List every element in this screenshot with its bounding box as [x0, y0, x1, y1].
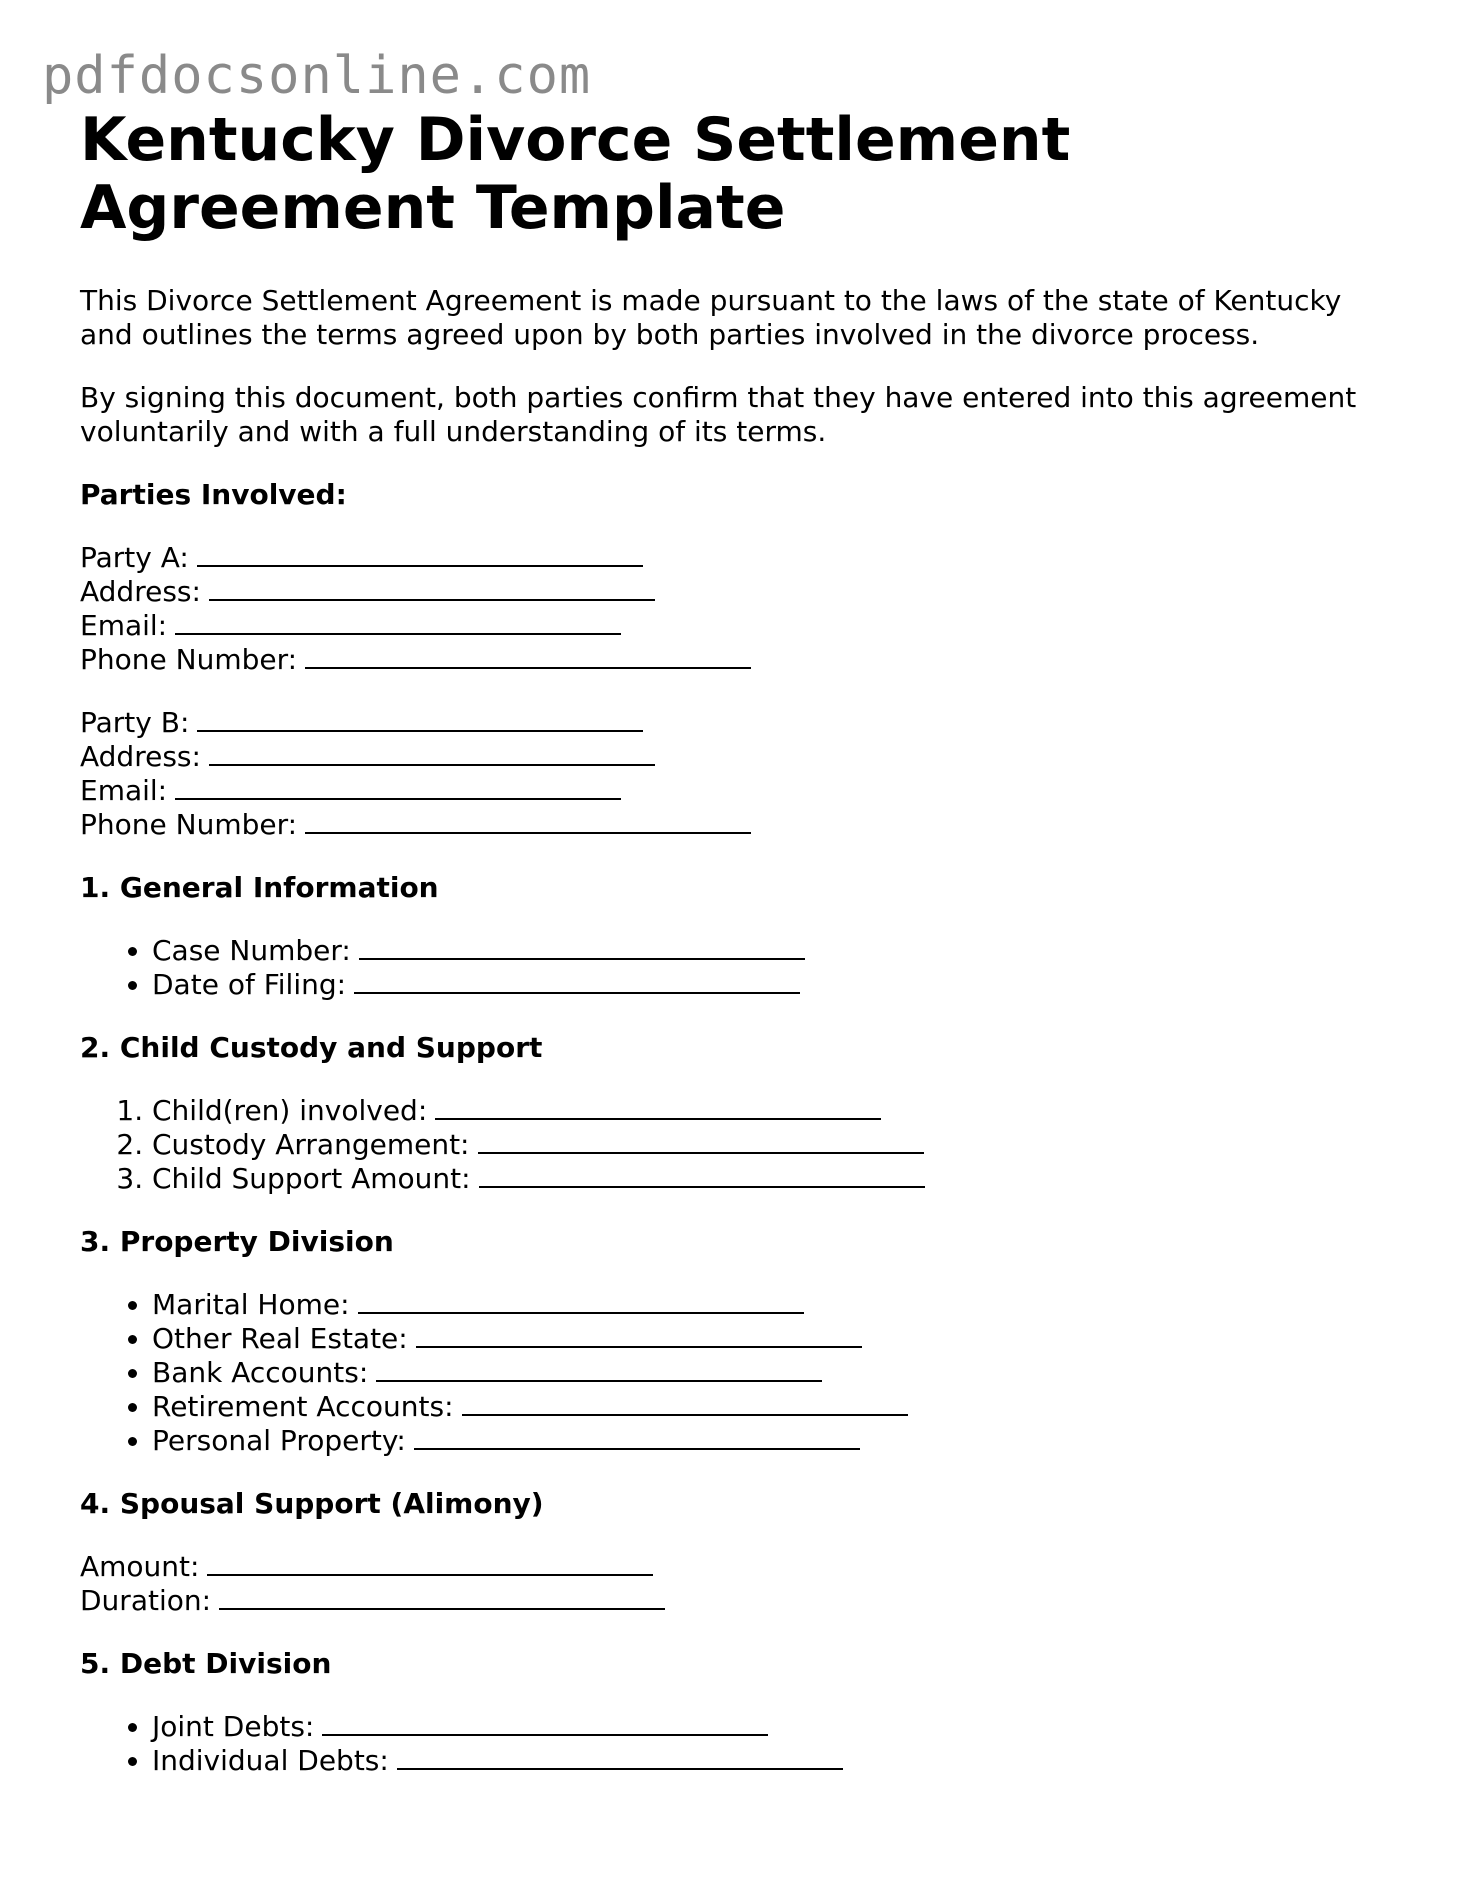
list-item	[152, 1288, 1400, 1322]
field-label: Email:	[80, 609, 168, 642]
blank-line[interactable]	[175, 774, 621, 800]
blank-line[interactable]	[358, 1288, 804, 1314]
section-1-heading: 1. General Information	[80, 871, 439, 904]
list-item	[152, 1128, 1400, 1162]
field-label: Duration:	[80, 1584, 212, 1617]
section-2-heading: 2. Child Custody and Support	[80, 1031, 543, 1064]
blank-line[interactable]	[479, 1162, 925, 1188]
list-item	[152, 1424, 1400, 1458]
section-1-list	[80, 934, 1400, 1002]
page-title	[80, 106, 1400, 242]
blank-line[interactable]	[416, 1322, 862, 1348]
list-item	[152, 1710, 1400, 1744]
list-item	[152, 1094, 1400, 1128]
blank-line[interactable]	[209, 575, 655, 601]
field-label: Custody Arrangement:	[152, 1128, 470, 1161]
watermark: pdfdocsonline.com	[42, 46, 592, 106]
parties-heading: Parties Involved:	[80, 478, 347, 511]
blank-line[interactable]	[354, 968, 800, 994]
party-a-fields	[80, 541, 1400, 677]
list-item	[152, 1390, 1400, 1424]
list-item	[152, 1356, 1400, 1390]
blank-line[interactable]	[359, 934, 805, 960]
field-label: Party A:	[80, 541, 189, 574]
blank-line[interactable]	[207, 1550, 653, 1576]
blank-line[interactable]	[414, 1424, 860, 1450]
intro-paragraph: This Divorce Settlement Agreement is made pursuant to the laws of the state of Kentucky and outlines the terms agreed upon by both parties involved in the divorce process.	[80, 284, 1342, 351]
document-body	[80, 106, 1400, 1778]
blank-line[interactable]	[219, 1584, 665, 1610]
blank-line[interactable]	[376, 1356, 822, 1382]
field-label: Marital Home:	[152, 1288, 350, 1321]
title-line-2: Agreement Template	[80, 173, 786, 243]
list-item	[152, 934, 1400, 968]
field-label: Date of Filing:	[152, 968, 347, 1001]
blank-line[interactable]	[197, 541, 643, 567]
blank-line[interactable]	[197, 706, 643, 732]
field-label: Individual Debts:	[152, 1744, 389, 1777]
field-label: Child(ren) involved:	[152, 1094, 428, 1127]
party-b-phone-field	[80, 808, 1400, 842]
field-label: Address:	[80, 740, 201, 773]
blank-line[interactable]	[435, 1094, 881, 1120]
field-label: Address:	[80, 575, 201, 608]
title-line-1: Kentucky Divorce Settlement	[80, 105, 1071, 175]
party-b-name-field	[80, 706, 1400, 740]
field-label: Phone Number:	[80, 808, 298, 841]
party-b-fields	[80, 706, 1400, 842]
field-label: Retirement Accounts:	[152, 1390, 454, 1423]
section-3-heading: 3. Property Division	[80, 1225, 394, 1258]
blank-line[interactable]	[305, 643, 751, 669]
party-a-address-field	[80, 575, 1400, 609]
section-5-heading: 5. Debt Division	[80, 1647, 332, 1680]
party-a-name-field	[80, 541, 1400, 575]
section-5-list	[80, 1710, 1400, 1778]
section-3-list	[80, 1288, 1400, 1458]
section-4-heading: 4. Spousal Support (Alimony)	[80, 1487, 544, 1520]
party-a-email-field	[80, 609, 1400, 643]
list-item	[152, 1744, 1400, 1778]
blank-line[interactable]	[305, 808, 751, 834]
party-b-email-field	[80, 774, 1400, 808]
field-label: Party B:	[80, 706, 190, 739]
party-a-phone-field	[80, 643, 1400, 677]
field-label: Child Support Amount:	[152, 1162, 471, 1195]
blank-line[interactable]	[322, 1710, 768, 1736]
confirm-paragraph: By signing this document, both parties confirm that they have entered into this agreement voluntarily and with a full understanding of its terms.	[80, 381, 1357, 448]
party-b-address-field	[80, 740, 1400, 774]
section-2-list	[80, 1094, 1400, 1196]
field-label: Email:	[80, 774, 168, 807]
blank-line[interactable]	[175, 609, 621, 635]
field-label: Other Real Estate:	[152, 1322, 408, 1355]
field-label: Joint Debts:	[152, 1710, 315, 1743]
list-item	[152, 1322, 1400, 1356]
field-label: Phone Number:	[80, 643, 298, 676]
alimony-duration-field	[80, 1584, 1400, 1618]
list-item	[152, 968, 1400, 1002]
field-label: Personal Property:	[152, 1424, 406, 1457]
blank-line[interactable]	[478, 1128, 924, 1154]
blank-line[interactable]	[397, 1744, 843, 1770]
field-label: Amount:	[80, 1550, 200, 1583]
field-label: Bank Accounts:	[152, 1356, 369, 1389]
blank-line[interactable]	[209, 740, 655, 766]
section-4-fields	[80, 1550, 1400, 1618]
list-item	[152, 1162, 1400, 1196]
field-label: Case Number:	[152, 934, 351, 967]
blank-line[interactable]	[462, 1390, 908, 1416]
alimony-amount-field	[80, 1550, 1400, 1584]
